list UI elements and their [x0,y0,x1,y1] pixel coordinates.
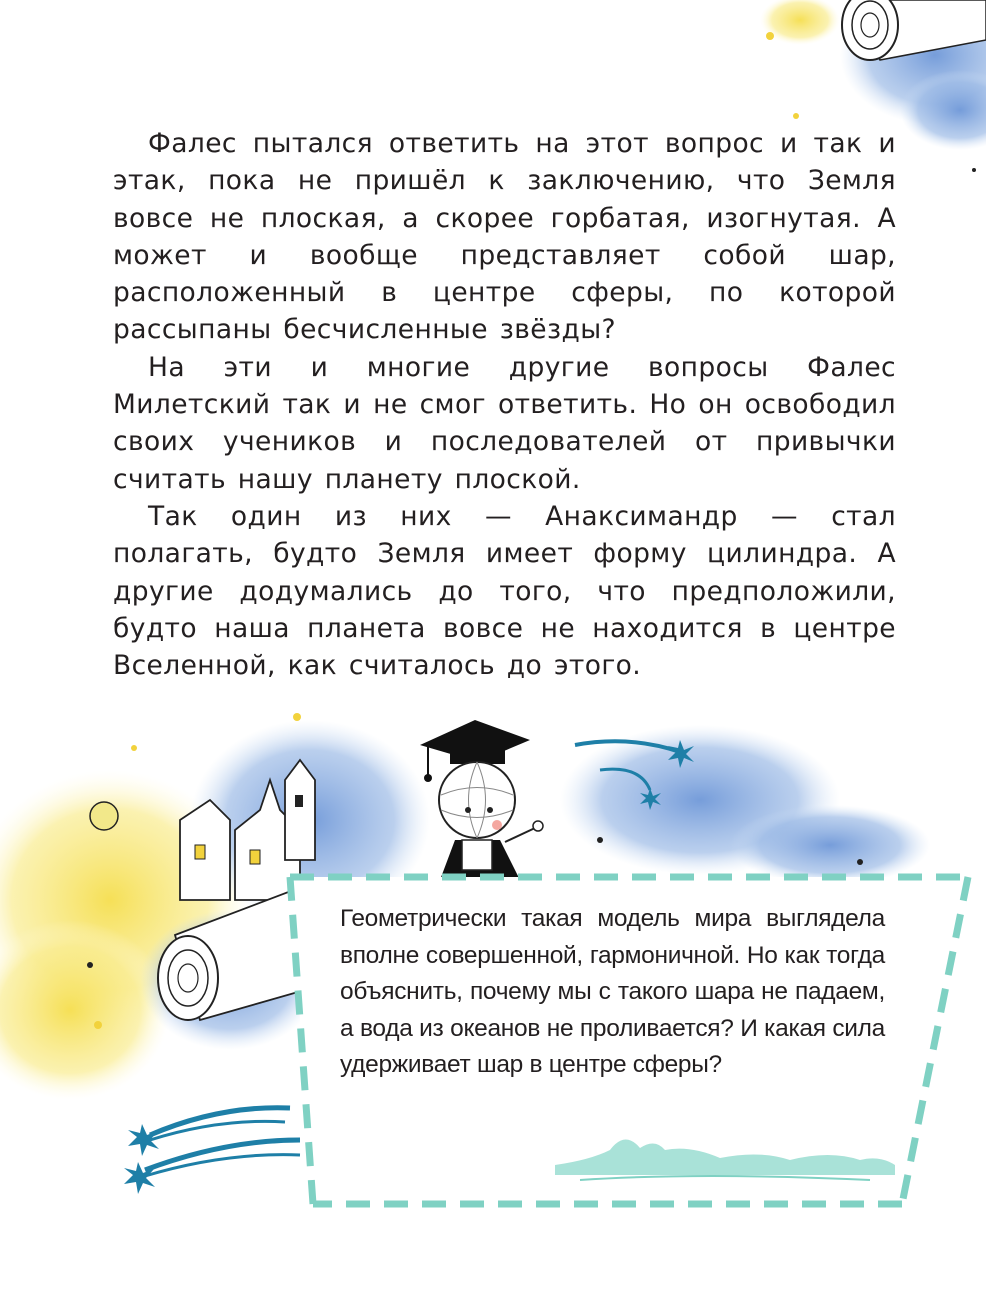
callout-box [340,901,885,1084]
callout-text: Геометрически такая модель мира выглядела вполне совершенной, гармоничной. Но как тогда объяснить, почему мы с такого шара не падаем, а вода из океанов не проливается? И какая сила удерживает шар в центре сферы? [340,905,885,1079]
main-text [113,125,896,684]
paragraph-1: Фалес пытался ответить на этот вопрос и так и этак, пока не пришёл к заключению, что Земля вовсе не плоская, а скорее горбатая, изогнутая. А может и вообще представляет собой шар, расположенный в центре сферы, по которой рассыпаны бесчисленные звёзды? [113,128,896,346]
paragraph-2: На эти и многие другие вопросы Фалес Милетский так и не смог ответить. Но он освободил своих учеников и последователей от привычки считать нашу планету плоской. [113,351,896,495]
shooting-stars-icon [124,1108,300,1194]
scholar-globe-character-icon [420,720,543,880]
paragraph-3: Так один из них — Анаксимандр — стал полагать, будто Земля имеет форму цилиндра. А другие додумались до того, что предположили, будто наша планета вовсе не находится в центре Вселенной, как считалось до этого. [113,500,896,682]
comet-icon [560,725,930,885]
